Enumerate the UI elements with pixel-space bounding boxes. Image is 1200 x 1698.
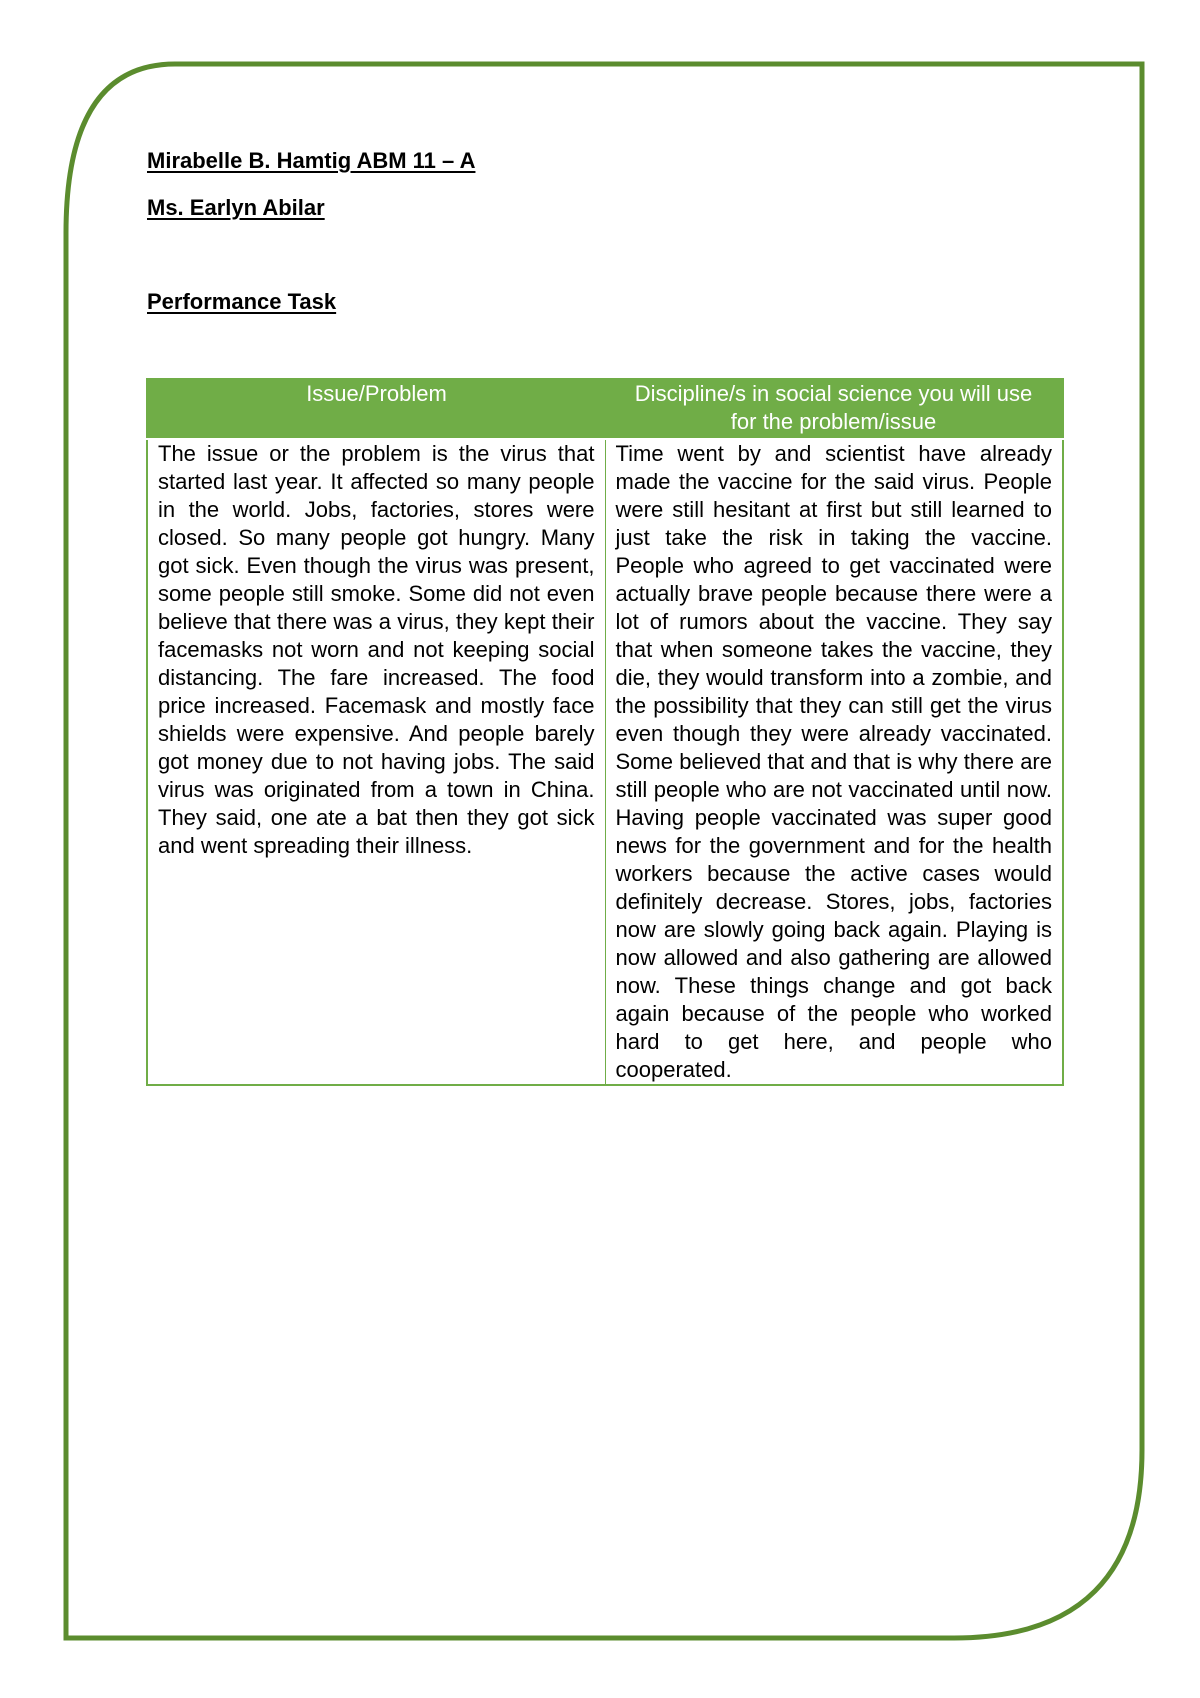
header-issue-problem: Issue/Problem: [147, 379, 605, 439]
issue-problem-cell: The issue or the problem is the virus that started last year. It affected so many people in the world. Jobs, factories, stores were closed. So many people got hungry. Many got sick. Even though the virus was present, some people still smoke. Some did not even believe that there was a virus, they kept their facemasks not worn and not keeping social distancing. The fare increased. The food price increased. Facemask and mostly face shields were expensive. And people barely got money due to not having jobs. The said virus was originated from a town in China. They said, one ate a bat then they got sick and went spreading their illness.: [147, 439, 605, 1085]
task-title: Performance Task: [147, 289, 337, 314]
student-name-section: Mirabelle B. Hamtig ABM 11 – A: [147, 148, 476, 173]
performance-task-table: [146, 378, 1064, 1086]
table-header-row: [147, 379, 1063, 439]
discipline-cell: Time went by and scientist have already made the vaccine for the said virus. People were still hesitant at first but still learned to just take the risk in taking the vaccine. People who agreed to get vaccinated were actually brave people because there were a lot of rumors about the vaccine. They say that when someone takes the vaccine, they die, they would transform into a zombie, and the possibility that they can still get the virus even though they were already vaccinated. Some believed that and that is why there are still people who are not vaccinated until now. Having people vaccinated was super good news for the government and for the health workers because the active cases would definitely decrease. Stores, jobs, factories now are slowly going back again. Playing is now allowed and also gathering are allowed now. These things change and got back again because of the people who worked hard to get here, and people who cooperated.: [615, 441, 1052, 1082]
table-row: [147, 439, 1063, 1085]
header-discipline: Discipline/s in social science you will use for the problem/issue: [605, 379, 1063, 439]
teacher-name: Ms. Earlyn Abilar: [147, 195, 325, 220]
